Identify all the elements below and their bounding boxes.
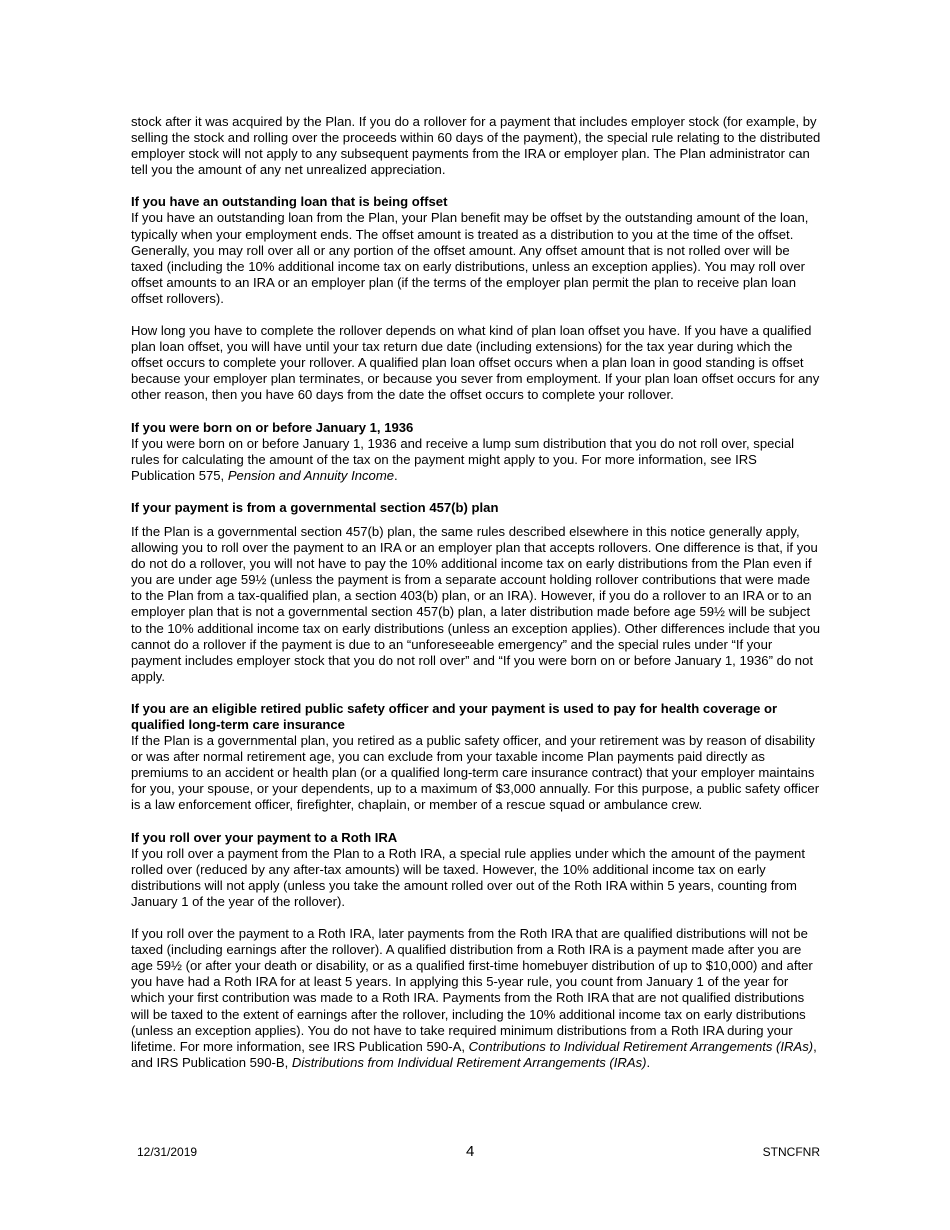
publication-590a-title: Contributions to Individual Retirement Arrangements (IRAs) xyxy=(468,1038,814,1054)
publication-590b-title: Distributions from Individual Retirement Arrangements (IRAs) xyxy=(291,1054,647,1070)
section-heading-governmental-457b: If your payment is from a governmental section 457(b) plan xyxy=(131,499,499,515)
roth-ira-paragraph-2 xyxy=(131,926,821,1071)
intro-paragraph: stock after it was acquired by the Plan. If you do a rollover for a payment that includes employer stock (for example, by selling the stock and rolling over the proceeds within 60 days of the payment), the special rule relating to the distributed employer stock will not apply to any subsequent payments from the IRA or employer plan. The Plan administrator can tell you the amount of any net unrealized appreciation. xyxy=(131,114,821,178)
section-public-safety-officer xyxy=(131,701,821,814)
loan-offset-paragraph-2: How long you have to complete the rollover depends on what kind of plan loan offset you have. If you have a qualified plan loan offset, you will have until your tax return due date (including extensions) for the tax year during which the offset occurs to complete your rollover. A qualified plan loan offset occurs when a plan loan in good standing is offset because your employer plan terminates, or because you sever from employment. If your plan loan offset occurs for any other reason, then you have 60 days from the date the offset occurs to complete your rollover. xyxy=(131,323,820,403)
document-body xyxy=(131,114,821,1087)
section-governmental-457b xyxy=(131,500,821,685)
born-end: . xyxy=(394,467,398,483)
section-born-before-1936 xyxy=(131,420,821,484)
section-heading-loan-offset: If you have an outstanding loan that is being offset xyxy=(131,194,448,210)
roth-p2-end: . xyxy=(646,1054,651,1070)
section-roth-ira xyxy=(131,830,821,1071)
section-heading-public-safety-officer: If you are an eligible retired public safety officer and your payment is used to pay for health coverage or qualified long-term care insurance xyxy=(131,700,778,732)
section-heading-roth-ira: If you roll over your payment to a Roth IRA xyxy=(131,829,398,845)
born-before-1936-paragraph xyxy=(131,436,821,484)
publication-575-title: Pension and Annuity Income xyxy=(227,467,395,483)
born-text: If you were born on or before January 1, 1936 and receive a lump sum distribution that you do not roll over, special rules for calculating the amount of the tax on the payment might apply to you. For more information, see IRS Publication 575, xyxy=(131,435,795,483)
section-loan-offset xyxy=(131,194,821,403)
page-number: 4 xyxy=(466,1143,475,1160)
page-footer xyxy=(0,1143,950,1165)
roth-p2-text: If you roll over the payment to a Roth IRA, later payments from the Roth IRA that are qualified distributions will not be taxed (including earnings after the rollover). A qualified distribution from a Roth IRA is a payment made after you are age 59½ (or after your death or disability, or as a qualified first-time homebuyer distribution of up to $10,000) and after you have had a Roth IRA for at least 5 years. In applying this 5-year rule, you count from January 1 of the year for which your first contribution was made to a Roth IRA. Payments from the Roth IRA that are not qualified distributions will be taxed to the extent of earnings after the rollover, including the 10% additional income tax on early distributions (unless an exception applies). You do not have to take required minimum distributions from a Roth IRA during your lifetime. For more information, see IRS Publication 590-A, xyxy=(131,926,813,1054)
roth-p2-mid: , and IRS Publication 590-B, xyxy=(131,1038,817,1070)
form-code: STNCFNR xyxy=(762,1145,820,1159)
loan-offset-paragraph-1: If you have an outstanding loan from the Plan, your Plan benefit may be offset by the outstanding amount of the loan, typically when your employment ends. The offset amount is treated as a distribution to you at the time of the offset. Generally, you may roll over all or any portion of the offset amount. Any offset amount that is not rolled over will be taxed (including the 10% additional income tax on early distributions, unless an exception applies). You may roll over offset amounts to an IRA or an employer plan (if the terms of the employer plan permit the plan to receive plan loan offset rollovers). xyxy=(131,210,809,306)
section-heading-born-before-1936: If you were born on or before January 1, 1936 xyxy=(131,419,414,435)
footer-date: 12/31/2019 xyxy=(137,1145,198,1159)
roth-ira-paragraph-1: If you roll over a payment from the Plan to a Roth IRA, a special rule applies under which the amount of the payment rolled over (reduced by any after-tax amounts) will be taxed. However, the 10% additional income tax on early distributions will not apply (unless you take the amount rolled over out of the Roth IRA within 5 years, counting from January 1 of the year of the rollover). xyxy=(131,845,805,909)
public-safety-officer-paragraph: If the Plan is a governmental plan, you retired as a public safety officer, and your retirement was by reason of disability or was after normal retirement age, you can exclude from your taxable income Plan payments paid directly as premiums to an accident or health plan (or a qualified long-term care insurance contract) that your employer maintains for you, your spouse, or your dependents, up to a maximum of $3,000 annually. For this purpose, a public safety officer is a law enforcement officer, firefighter, chaplain, or member of a rescue squad or ambulance crew. xyxy=(131,733,820,813)
governmental-457b-paragraph: If the Plan is a governmental section 457(b) plan, the same rules described elsewhere in this notice generally apply, allowing you to roll over the payment to an IRA or an employer plan that accepts rollovers. One difference is that, if you do not do a rollover, you will not have to pay the 10% additional income tax on early distributions from the Plan even if you are under age 59½ (unless the payment is from a separate account holding rollover contributions that were made to the Plan from a tax-qualified plan, a section 403(b) plan, or an IRA). However, if you do a rollover to an IRA or to an employer plan that is not a governmental section 457(b) plan, a later distribution made before age 59½ will be subject to the 10% additional income tax on early distributions (unless an exception applies). Other differences include that you cannot do a rollover if the payment is due to an “unforeseeable emergency” and the special rules under “If your payment includes employer stock that you do not roll over” and “If you were born on or before January 1, 1936” do not apply. xyxy=(131,523,821,684)
